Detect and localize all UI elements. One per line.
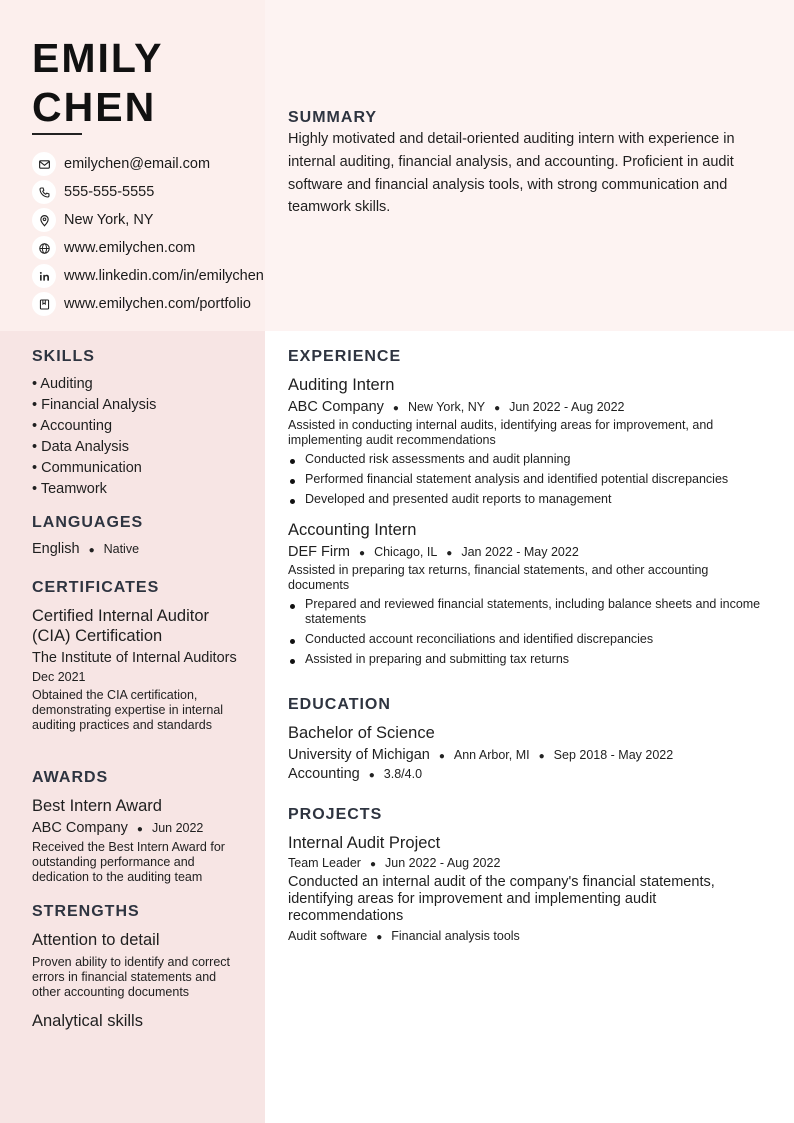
- experience-section: [288, 348, 763, 672]
- skills-list: [32, 374, 242, 500]
- name-divider: [32, 133, 82, 135]
- project-role: Team Leader: [288, 856, 361, 870]
- location-pin-icon: [32, 208, 56, 232]
- education-section: [288, 696, 763, 782]
- project-dates: Jun 2022 - Aug 2022: [385, 856, 501, 870]
- project-description: Conducted an internal audit of the company's financial statements, identifying areas for improvement and implementing audit recommendations: [288, 874, 715, 924]
- last-name: CHEN: [32, 84, 157, 130]
- list-item: Conducted account reconciliations and identified discrepancies: [288, 632, 763, 647]
- separator-dot: ●: [88, 545, 95, 556]
- education-meta: [288, 747, 763, 763]
- education-heading: EDUCATION: [288, 696, 391, 713]
- languages-section: [32, 514, 242, 557]
- job-location: New York, NY: [407, 400, 486, 414]
- projects-section: [288, 806, 763, 943]
- contact-linkedin-text: www.linkedin.com/in/emilychen: [64, 268, 264, 284]
- strength-title: Analytical skills: [32, 1012, 143, 1030]
- school-name: University of Michigan: [288, 747, 430, 763]
- award-org: ABC Company: [32, 820, 128, 836]
- award-description: Received the Best Intern Award for outstanding performance and dedication to the auditing team: [32, 840, 225, 884]
- contact-location-text: New York, NY: [64, 212, 154, 228]
- degree-title: Bachelor of Science: [288, 724, 435, 742]
- summary-text: Highly motivated and detail-oriented auditing intern with experience in internal auditing, financial analysis, and accounting. Proficient in audit software and financial analysis tools, with strong communication and teamwork skills.: [288, 131, 735, 216]
- job-location: Chicago, IL: [374, 545, 438, 559]
- experience-entry: [288, 376, 763, 507]
- projects-heading: PROJECTS: [288, 806, 383, 823]
- list-item: Conducted risk assessments and audit planning: [288, 452, 763, 467]
- list-item: Performed financial statement analysis and identified potential discrepancies: [288, 472, 763, 487]
- gpa: 3.8/4.0: [383, 767, 423, 781]
- separator-dot: ●: [446, 548, 453, 559]
- languages-heading: LANGUAGES: [32, 514, 144, 531]
- school-location: Ann Arbor, MI: [453, 748, 530, 762]
- experience-entry: [288, 521, 763, 667]
- separator-dot: ●: [368, 770, 375, 781]
- list-item: Developed and presented audit reports to management: [288, 492, 763, 507]
- contact-location: [32, 206, 264, 234]
- skills-section: [32, 348, 242, 500]
- first-name: EMILY: [32, 35, 164, 81]
- list-item: Assisted in preparing and submitting tax returns: [288, 652, 763, 667]
- project-title: Internal Audit Project: [288, 834, 441, 852]
- list-item: • Auditing: [32, 376, 93, 392]
- certificate-title: Certified Internal Auditor (CIA) Certification: [32, 607, 210, 645]
- job-meta: [288, 399, 763, 415]
- contact-email[interactable]: [32, 150, 264, 178]
- job-description: Assisted in preparing tax returns, financial statements, and other accounting documents: [288, 563, 709, 592]
- candidate-name: [32, 34, 164, 132]
- separator-dot: ●: [392, 403, 399, 414]
- experience-heading: EXPERIENCE: [288, 348, 402, 365]
- project-meta: [288, 856, 763, 870]
- certificate-description: Obtained the CIA certification, demonstrating expertise in internal auditing practices and standards: [32, 688, 224, 732]
- job-title: Auditing Intern: [288, 376, 395, 394]
- summary-heading: SUMMARY: [288, 109, 378, 126]
- contact-list: [32, 150, 264, 318]
- award-date: Jun 2022: [151, 821, 204, 835]
- separator-dot: ●: [538, 751, 545, 762]
- certificate-date: Dec 2021: [32, 670, 86, 684]
- list-item: • Accounting: [32, 418, 113, 434]
- job-company: ABC Company: [288, 399, 384, 415]
- globe-icon: [32, 236, 56, 260]
- job-description: Assisted in conducting internal audits, identifying areas for improvement, and implementing audit recommendations: [288, 418, 714, 447]
- job-bullets: [288, 452, 763, 507]
- strength-title: Attention to detail: [32, 931, 160, 949]
- awards-section: [32, 769, 242, 885]
- job-dates: Jun 2022 - Aug 2022: [509, 400, 625, 414]
- strength-description: Proven ability to identify and correct errors in financial statements and other accounting documents: [32, 955, 231, 999]
- strengths-heading: STRENGTHS: [32, 903, 140, 920]
- separator-dot: ●: [376, 932, 383, 943]
- separator-dot: ●: [494, 403, 501, 414]
- contact-phone[interactable]: [32, 178, 264, 206]
- contact-website[interactable]: [32, 234, 264, 262]
- education-dates: Sep 2018 - May 2022: [553, 748, 674, 762]
- awards-heading: AWARDS: [32, 769, 109, 786]
- certificate-issuer: The Institute of Internal Auditors: [32, 650, 237, 666]
- job-title: Accounting Intern: [288, 521, 417, 539]
- job-company: DEF Firm: [288, 544, 351, 560]
- award-title: Best Intern Award: [32, 797, 162, 815]
- certificates-section: [32, 579, 242, 733]
- list-item: • Financial Analysis: [32, 397, 157, 413]
- language-level: Native: [103, 542, 140, 556]
- project-tool: Financial analysis tools: [391, 929, 520, 943]
- job-meta: [288, 544, 763, 560]
- project-tool: Audit software: [288, 929, 368, 943]
- email-icon: [32, 152, 56, 176]
- separator-dot: ●: [136, 824, 143, 835]
- portfolio-icon: [32, 292, 56, 316]
- job-dates: Jan 2022 - May 2022: [461, 545, 579, 559]
- linkedin-icon: [32, 264, 56, 288]
- contact-linkedin[interactable]: [32, 262, 264, 290]
- contact-portfolio-text: www.emilychen.com/portfolio: [64, 296, 251, 312]
- language-entry: [32, 541, 242, 557]
- contact-portfolio[interactable]: [32, 290, 264, 318]
- contact-website-text: www.emilychen.com: [64, 240, 196, 256]
- strengths-section: [32, 903, 242, 1031]
- job-bullets: [288, 597, 763, 667]
- list-item: • Data Analysis: [32, 439, 129, 455]
- separator-dot: ●: [359, 548, 366, 559]
- contact-email-text: emilychen@email.com: [64, 156, 211, 172]
- language-name: English: [32, 541, 80, 557]
- education-field-meta: [288, 766, 763, 782]
- contact-phone-text: 555-555-5555: [64, 184, 155, 200]
- project-tools: [288, 929, 763, 943]
- phone-icon: [32, 180, 56, 204]
- list-item: • Communication: [32, 460, 142, 476]
- separator-dot: ●: [369, 859, 377, 870]
- field-of-study: Accounting: [288, 766, 360, 782]
- separator-dot: ●: [438, 751, 445, 762]
- award-meta: [32, 820, 242, 836]
- certificates-heading: CERTIFICATES: [32, 579, 160, 596]
- list-item: • Teamwork: [32, 481, 107, 497]
- skills-heading: SKILLS: [32, 348, 95, 365]
- list-item: Prepared and reviewed financial statements, including balance sheets and income statements: [288, 597, 763, 627]
